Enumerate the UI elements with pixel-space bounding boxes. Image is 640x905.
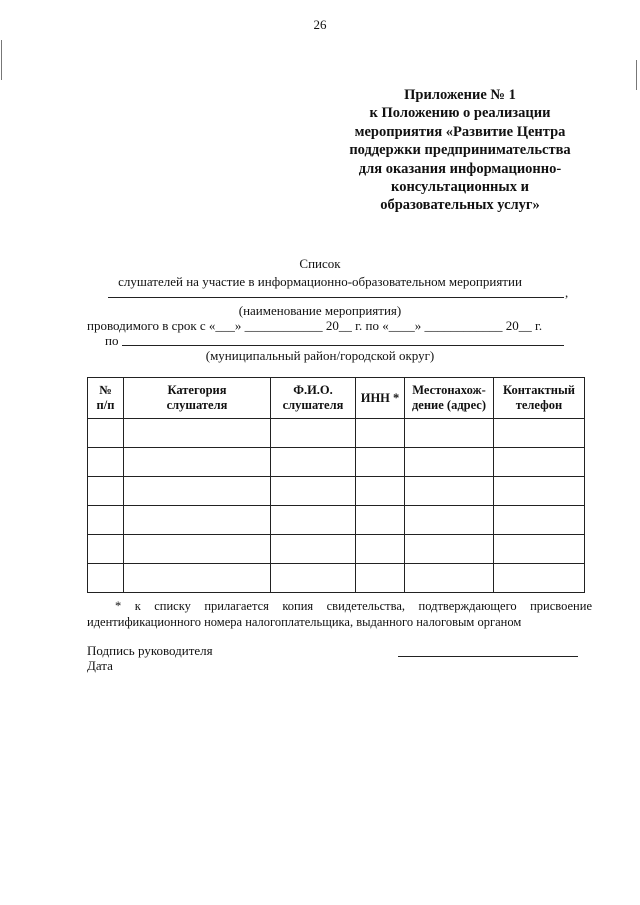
table-cell[interactable] [405, 419, 494, 448]
list-subtitle: слушателей на участие в информационно-образовательном мероприятии [118, 274, 522, 289]
column-header-category: Категория слушателя [124, 378, 271, 419]
footnote [87, 598, 592, 630]
appendix-line: мероприятия «Развитие Центра [354, 123, 566, 140]
table-cell[interactable] [88, 564, 124, 593]
table-cell[interactable] [405, 506, 494, 535]
table-row [88, 564, 585, 593]
appendix-line: консультационных и [391, 179, 529, 196]
table-cell[interactable] [494, 477, 585, 506]
appendix-line: поддержки предпринимательства [349, 142, 571, 159]
table-body [88, 419, 585, 593]
table-cell[interactable] [356, 564, 405, 593]
column-header-number: № п/п [88, 378, 124, 419]
footnote-line-2: идентификационного номера налогоплательщика, выданного налоговым органом [87, 615, 522, 629]
table-cell[interactable] [494, 419, 585, 448]
table-cell[interactable] [405, 535, 494, 564]
column-header-phone: Контактный телефон [494, 378, 585, 419]
participants-table [87, 377, 585, 593]
table-row [88, 419, 585, 448]
signature-line [398, 656, 578, 657]
table-cell[interactable] [356, 419, 405, 448]
period-line: проводимого в срок с «___» ____________ 20__ г. по «____» ____________ 20__ г. [87, 318, 543, 333]
table-cell[interactable] [271, 448, 356, 477]
table-row [88, 448, 585, 477]
table-cell[interactable] [124, 477, 271, 506]
table-cell[interactable] [494, 535, 585, 564]
date-label: Дата [87, 658, 113, 673]
table-cell[interactable] [356, 535, 405, 564]
po-label: по [105, 333, 119, 348]
column-header-fullname: Ф.И.О. слушателя [271, 378, 356, 419]
table-cell[interactable] [88, 477, 124, 506]
table-cell[interactable] [124, 535, 271, 564]
table-cell[interactable] [88, 448, 124, 477]
footnote-line-1: * к списку прилагается копия свидетельства, подтверждающего присвоение [115, 599, 592, 613]
scan-edge-left [1, 40, 2, 80]
appendix-line: Приложение № 1 [404, 87, 516, 103]
table-cell[interactable] [271, 419, 356, 448]
column-header-address: Местонахож- дение (адрес) [405, 378, 494, 419]
table-cell[interactable] [405, 564, 494, 593]
signature-label: Подпись руководителя [87, 643, 213, 658]
district-line [122, 345, 564, 346]
event-name-line [108, 297, 564, 298]
table-header-row [88, 378, 585, 419]
table-cell[interactable] [88, 535, 124, 564]
table-cell[interactable] [494, 564, 585, 593]
table-cell[interactable] [405, 448, 494, 477]
appendix-line: к Положению о реализации [369, 105, 551, 122]
district-caption: (муниципальный район/городской округ) [205, 348, 435, 363]
table-cell[interactable] [356, 506, 405, 535]
appendix-line: для оказания информационно- [358, 160, 562, 177]
table-cell[interactable] [356, 477, 405, 506]
table-cell[interactable] [124, 419, 271, 448]
table-cell[interactable] [88, 419, 124, 448]
table-row [88, 506, 585, 535]
table-cell[interactable] [124, 564, 271, 593]
table-row [88, 535, 585, 564]
table-cell[interactable] [88, 506, 124, 535]
table-cell[interactable] [271, 477, 356, 506]
table-cell[interactable] [494, 448, 585, 477]
table-cell[interactable] [356, 448, 405, 477]
appendix-heading [300, 86, 620, 215]
table-cell[interactable] [124, 506, 271, 535]
list-title: Список [299, 256, 341, 271]
table-cell[interactable] [405, 477, 494, 506]
event-line-comma: , [565, 285, 569, 300]
table-cell[interactable] [124, 448, 271, 477]
table-cell[interactable] [271, 564, 356, 593]
table-row [88, 477, 585, 506]
event-name-caption: (наименование мероприятия) [238, 303, 402, 318]
scan-edge-right [636, 60, 637, 90]
page-number: 26 [313, 17, 327, 32]
appendix-line: образовательных услуг» [380, 197, 540, 214]
table-cell[interactable] [271, 535, 356, 564]
column-header-inn: ИНН * [356, 378, 405, 419]
table-cell[interactable] [271, 506, 356, 535]
table-cell[interactable] [494, 506, 585, 535]
